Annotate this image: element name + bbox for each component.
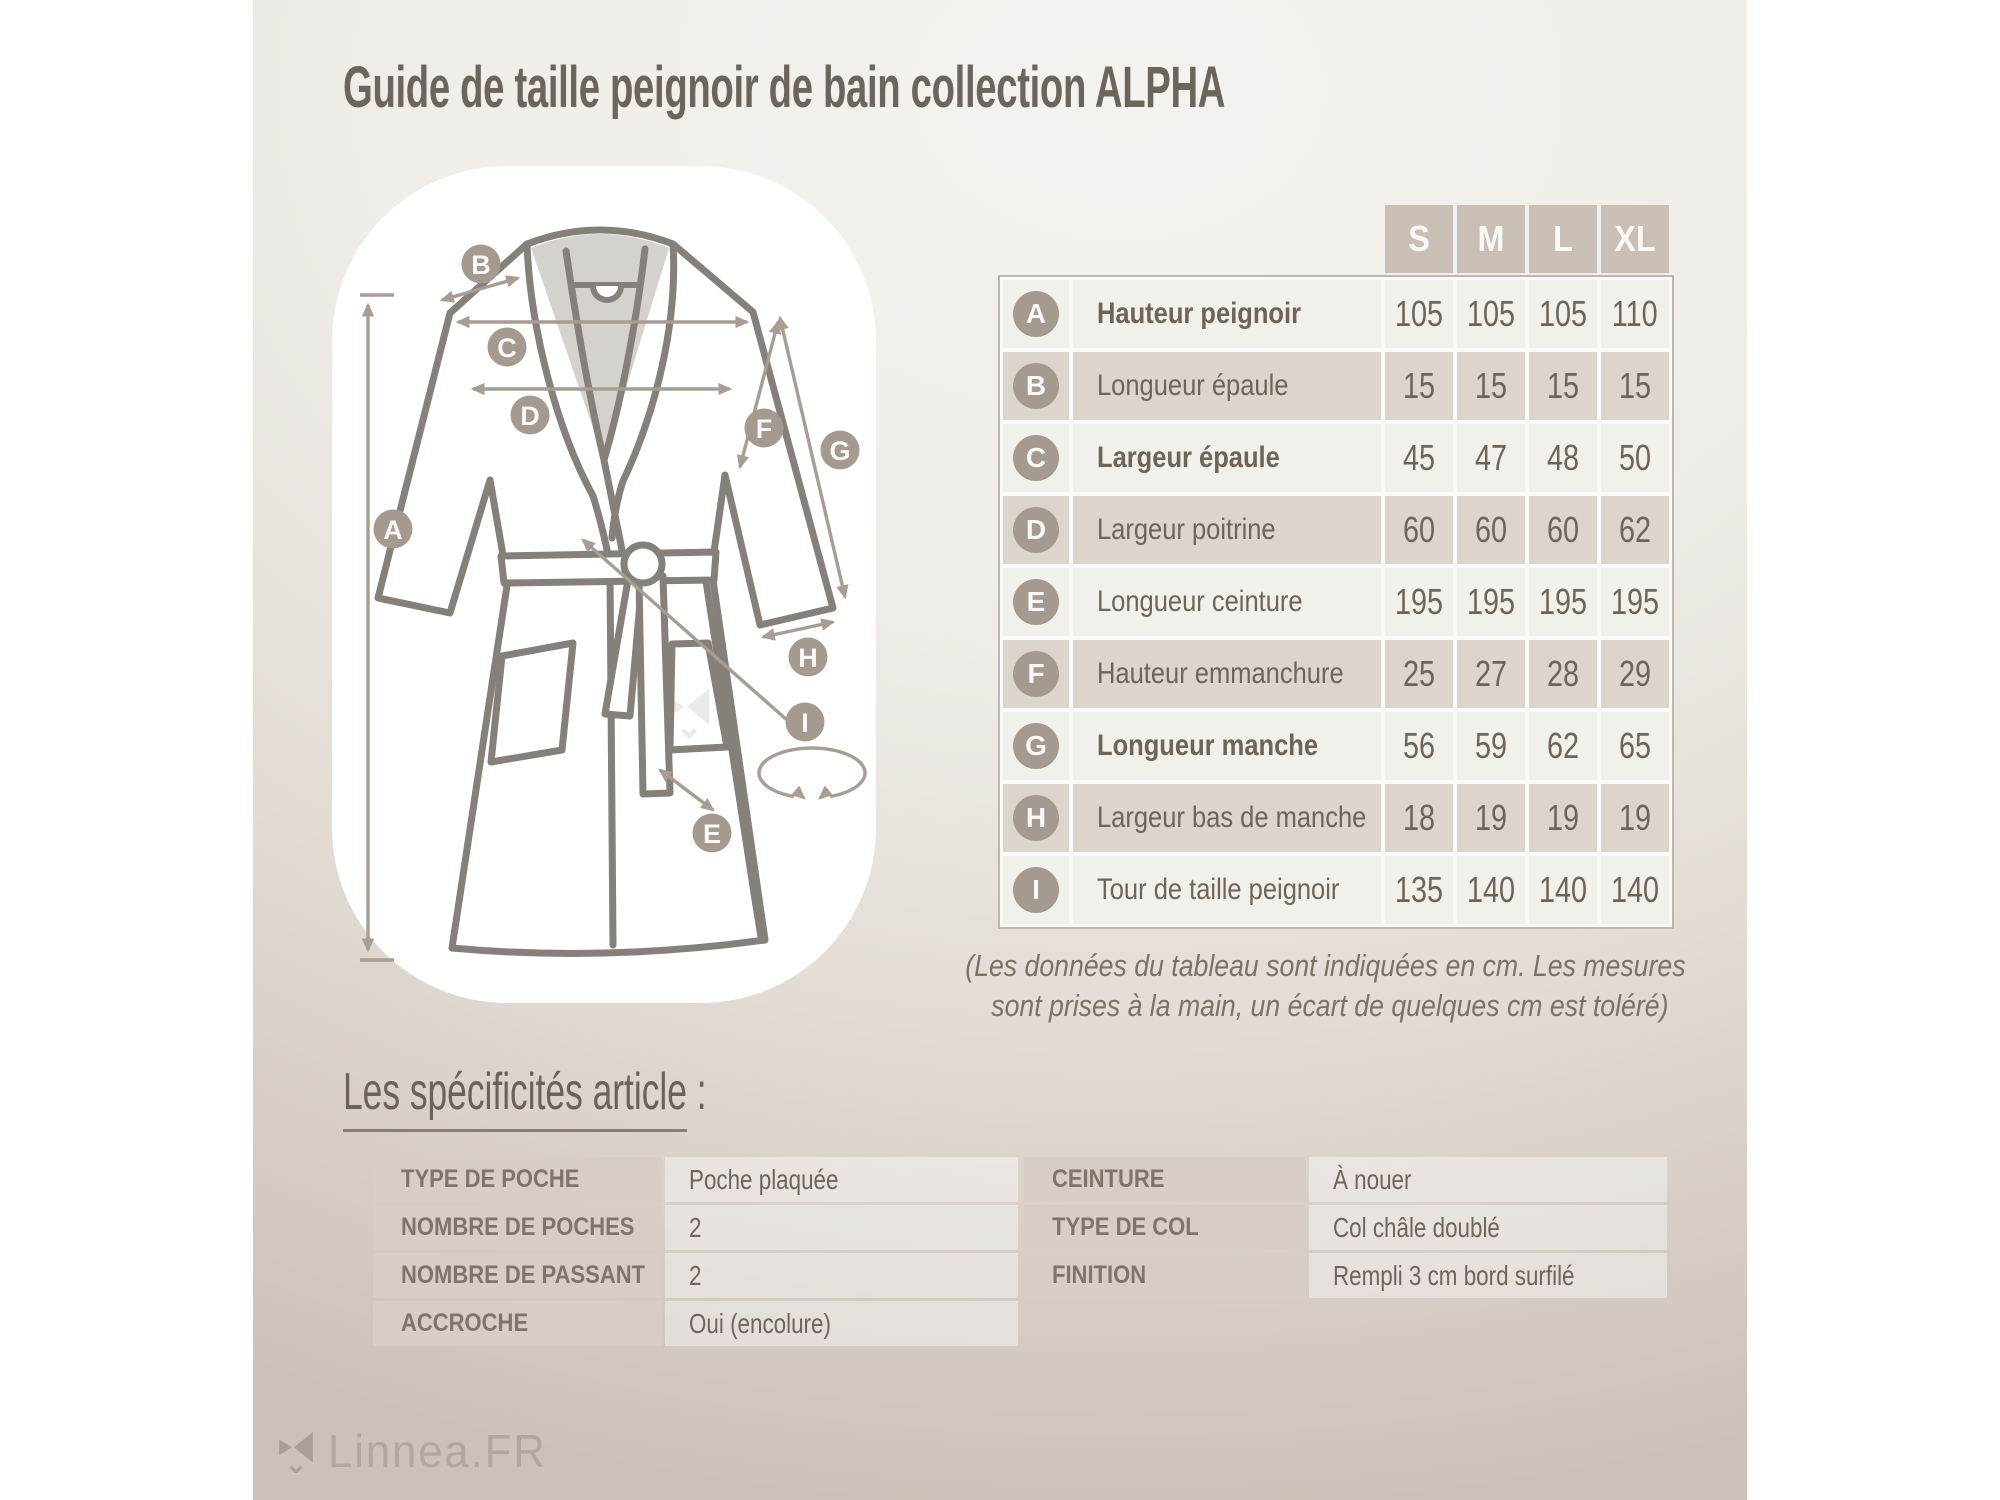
spec-value: Col châle doublé bbox=[1309, 1205, 1667, 1250]
value-xl: 29 bbox=[1601, 640, 1669, 708]
badge-d bbox=[511, 396, 550, 435]
size-header-m: M bbox=[1457, 205, 1525, 273]
badge-i bbox=[786, 703, 825, 742]
value-l: 15 bbox=[1529, 352, 1597, 420]
svg-text:C: C bbox=[497, 333, 517, 363]
value-m: 195 bbox=[1457, 568, 1525, 636]
row-letter-badge: F bbox=[1003, 640, 1069, 708]
row-letter-badge: E bbox=[1003, 568, 1069, 636]
row-letter-badge: D bbox=[1003, 496, 1069, 564]
spec-value: 2 bbox=[665, 1253, 1018, 1298]
spec-value: 2 bbox=[665, 1205, 1018, 1250]
value-m: 15 bbox=[1457, 352, 1525, 420]
value-l: 48 bbox=[1529, 424, 1597, 492]
value-l: 19 bbox=[1529, 784, 1597, 852]
row-letter-badge: I bbox=[1003, 856, 1069, 924]
row-label: Largeur épaule bbox=[1073, 424, 1381, 492]
badge-a bbox=[374, 510, 413, 549]
linnea-logo-text: Linnea.FR bbox=[328, 1425, 547, 1477]
unit-note: (Les données du tableau sont indiquées en cm. Les mesures sont prises à la main, un écart de quelques cm est toléré) bbox=[965, 948, 1686, 1023]
value-s: 45 bbox=[1385, 424, 1453, 492]
value-xl: 15 bbox=[1601, 352, 1669, 420]
specs-heading: Les spécificités article : bbox=[343, 1062, 878, 1122]
value-m: 140 bbox=[1457, 856, 1525, 924]
value-s: 135 bbox=[1385, 856, 1453, 924]
value-l: 140 bbox=[1529, 856, 1597, 924]
value-l: 195 bbox=[1529, 568, 1597, 636]
value-xl: 110 bbox=[1601, 280, 1669, 348]
linnea-logo bbox=[278, 1424, 558, 1478]
row-label: Hauteur emmanchure bbox=[1073, 640, 1381, 708]
value-m: 27 bbox=[1457, 640, 1525, 708]
row-letter-badge: A bbox=[1003, 280, 1069, 348]
value-s: 105 bbox=[1385, 280, 1453, 348]
badge-e bbox=[693, 814, 732, 853]
spec-label: FINITION bbox=[1024, 1253, 1306, 1298]
linnea-logo-icon bbox=[278, 1429, 314, 1473]
svg-text:F: F bbox=[755, 414, 773, 444]
size-header-xl: XL bbox=[1601, 205, 1669, 273]
badge-g bbox=[821, 431, 860, 470]
value-l: 105 bbox=[1529, 280, 1597, 348]
value-m: 47 bbox=[1457, 424, 1525, 492]
size-column-headers bbox=[1385, 205, 1669, 273]
badge-c bbox=[488, 328, 527, 367]
page-title: Guide de taille peignoir de bain collection ALPHA bbox=[343, 55, 1226, 120]
value-m: 59 bbox=[1457, 712, 1525, 780]
badge-b bbox=[462, 245, 501, 284]
spec-value: À nouer bbox=[1309, 1157, 1667, 1202]
specs-table-right bbox=[1024, 1157, 1667, 1298]
spec-label: TYPE DE COL bbox=[1024, 1205, 1306, 1250]
bathrobe-measurement-diagram bbox=[332, 166, 876, 1003]
row-label: Longueur ceinture bbox=[1073, 568, 1381, 636]
svg-text:B: B bbox=[471, 250, 491, 280]
value-l: 62 bbox=[1529, 712, 1597, 780]
value-m: 60 bbox=[1457, 496, 1525, 564]
value-xl: 195 bbox=[1601, 568, 1669, 636]
measurement-table bbox=[998, 275, 1674, 929]
value-xl: 140 bbox=[1601, 856, 1669, 924]
spec-label: CEINTURE bbox=[1024, 1157, 1306, 1202]
row-label: Longueur manche bbox=[1073, 712, 1381, 780]
row-label: Hauteur peignoir bbox=[1073, 280, 1381, 348]
spec-label: ACCROCHE bbox=[373, 1301, 662, 1346]
specs-table-left bbox=[373, 1157, 1018, 1346]
size-header-l: L bbox=[1529, 205, 1597, 273]
size-header-s: S bbox=[1385, 205, 1453, 273]
badge-h bbox=[789, 638, 828, 677]
value-l: 28 bbox=[1529, 640, 1597, 708]
svg-text:D: D bbox=[520, 401, 540, 431]
row-letter-badge: B bbox=[1003, 352, 1069, 420]
value-l: 60 bbox=[1529, 496, 1597, 564]
row-letter-badge: G bbox=[1003, 712, 1069, 780]
value-m: 19 bbox=[1457, 784, 1525, 852]
row-label: Largeur poitrine bbox=[1073, 496, 1381, 564]
row-label: Longueur épaule bbox=[1073, 352, 1381, 420]
spec-value: Oui (encolure) bbox=[665, 1301, 1018, 1346]
spec-label: TYPE DE POCHE bbox=[373, 1157, 662, 1202]
value-s: 15 bbox=[1385, 352, 1453, 420]
svg-text:E: E bbox=[702, 819, 722, 849]
value-s: 18 bbox=[1385, 784, 1453, 852]
row-letter-badge: C bbox=[1003, 424, 1069, 492]
value-s: 195 bbox=[1385, 568, 1453, 636]
value-s: 25 bbox=[1385, 640, 1453, 708]
svg-text:H: H bbox=[798, 643, 818, 673]
row-label: Largeur bas de manche bbox=[1073, 784, 1381, 852]
spec-label: NOMBRE DE PASSANT bbox=[373, 1253, 662, 1298]
svg-text:I: I bbox=[801, 708, 809, 738]
svg-text:G: G bbox=[829, 436, 851, 466]
value-xl: 62 bbox=[1601, 496, 1669, 564]
value-s: 56 bbox=[1385, 712, 1453, 780]
value-s: 60 bbox=[1385, 496, 1453, 564]
spec-label: NOMBRE DE POCHES bbox=[373, 1205, 662, 1250]
value-m: 105 bbox=[1457, 280, 1525, 348]
svg-text:A: A bbox=[383, 515, 403, 545]
row-letter-badge: H bbox=[1003, 784, 1069, 852]
value-xl: 65 bbox=[1601, 712, 1669, 780]
badge-f bbox=[745, 409, 784, 448]
value-xl: 50 bbox=[1601, 424, 1669, 492]
value-xl: 19 bbox=[1601, 784, 1669, 852]
row-label: Tour de taille peignoir bbox=[1073, 856, 1381, 924]
spec-value: Rempli 3 cm bord surfilé bbox=[1309, 1253, 1667, 1298]
spec-value: Poche plaquée bbox=[665, 1157, 1018, 1202]
